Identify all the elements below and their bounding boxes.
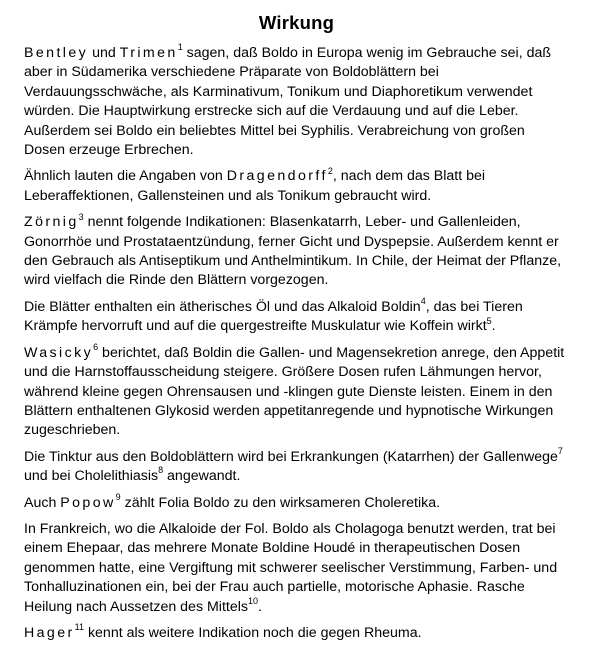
author-name: Zörnig (24, 214, 79, 231)
author-name: Hager (24, 624, 75, 641)
footnote-ref[interactable]: 2 (327, 165, 333, 176)
paragraph-text: . (258, 598, 262, 615)
paragraph-text: und (88, 45, 120, 61)
paragraph-text: In Frankreich, wo die Alkaloide der Fol. Boldo als Cholagoga benutzt werden, trat bei einem Ehepaar, das mehrere Monate Boldine Houdé in therapeutischen Dosen genommen hatte, eine Vergiftung mit schwerer seelischer Verstimmung, Farben- und Tonhalluzinationen ein, bei der Frau auch partielle, motorische Aphasie. Rasche Heilung nach Aussetzen des Mittels (24, 520, 558, 615)
footnote-ref[interactable]: 11 (74, 622, 84, 633)
footnote-ref[interactable]: 4 (420, 296, 426, 307)
paragraph-text: berichtet, daß Boldin die Gallen- und Magensekretion anrege, den Appetit und die Harnstoffausscheidung steigere. Größere Dosen rufen Lähmungen hervor, während kleine gegen Ohrensausen und -klingen gute Dienste leisten. Einem in den Blättern enthaltenen Glykosid werden appetitanregende und hypnotische Wirkungen zugeschrieben. (24, 344, 565, 439)
paragraph-bentley-trimen (24, 44, 569, 160)
paragraph-boldin (24, 298, 569, 337)
footnote-ref[interactable]: 1 (177, 42, 183, 53)
paragraph-text: kennt als weitere Indikation noch die gegen Rheuma. (84, 624, 422, 641)
footnote-ref[interactable]: 5 (486, 315, 492, 326)
author-name: Dragendorff (226, 168, 328, 185)
footnote-ref[interactable]: 8 (158, 465, 164, 476)
paragraph-text: nennt folgende Indikationen: Blasenkatarrh, Leber- und Gallenleiden, Gonorrhöe und Prostataentzündung, ferner Gicht und Dyspepsie. Außerdem kennt er den Gebrauch als Antiseptikum und Anthelmintikum. In Chile, der Heimat der Pflanze, wird vielfach die Rinde den Blättern vorgezogen. (24, 214, 562, 289)
paragraph-hager (24, 624, 569, 643)
paragraph-text: sagen, daß Boldo in Europa wenig im Gebrauche sei, daß aber in Südamerika verschiedene Präparate von Boldoblättern bei Verdauungsschwäche, als Karminativum, Tonikum und Diaphoretikum verwendet würden. Die Hauptwirkung erstrecke sich auf die Verdauung und auf die Leber. Außerdem sei Boldo ein beliebtes Mittel bei Syphilis. Verabreichung von großen Dosen erzeuge Erbrechen. (24, 45, 552, 159)
paragraph-text: Die Tinktur aus den Boldoblättern wird bei Erkrankungen (Katarrhen) der Gallenwege (24, 448, 558, 465)
paragraph-wasicky (24, 341, 569, 441)
paragraph-dragendorff (24, 167, 569, 206)
paragraph-popow (24, 491, 569, 513)
paragraph-text: . (491, 318, 496, 335)
paragraph-text: Die Blätter enthalten ein ätherisches Öl und das Alkaloid Boldin (24, 298, 421, 315)
paragraph-text: angewandt. (163, 468, 241, 485)
author-name: Wasicky (24, 344, 94, 361)
footnote-ref[interactable]: 7 (557, 445, 563, 456)
paragraph-text: , das bei Tieren Krämpfe hervorruft und auf die quergestreifte Muskulatur wie Koffein wirkt (24, 298, 523, 335)
footnote-ref[interactable]: 3 (78, 211, 84, 222)
paragraph-zoernig (24, 213, 569, 291)
author-name: Popow (60, 494, 116, 511)
paragraph-text: zählt Folia Boldo zu den wirksameren Choleretika. (120, 494, 441, 511)
paragraph-frankreich (24, 520, 569, 617)
author-name: Bentley (24, 45, 89, 61)
paragraph-text: , nach dem das Blatt bei Leberaffektionen, Gallensteinen und als Tonikum gebraucht wird. (24, 168, 486, 204)
paragraph-text: Auch (24, 494, 61, 511)
footnote-ref[interactable]: 10 (247, 595, 258, 606)
paragraph-text: Ähnlich lauten die Angaben von (24, 168, 227, 185)
footnote-ref[interactable]: 9 (115, 491, 121, 502)
paragraph-text: und bei Cholelithiasis (24, 468, 159, 485)
paragraph-tinktur (24, 445, 569, 487)
author-name: Trimen (119, 45, 178, 61)
section-title: Wirkung (258, 12, 335, 33)
footnote-ref[interactable]: 6 (93, 341, 99, 352)
